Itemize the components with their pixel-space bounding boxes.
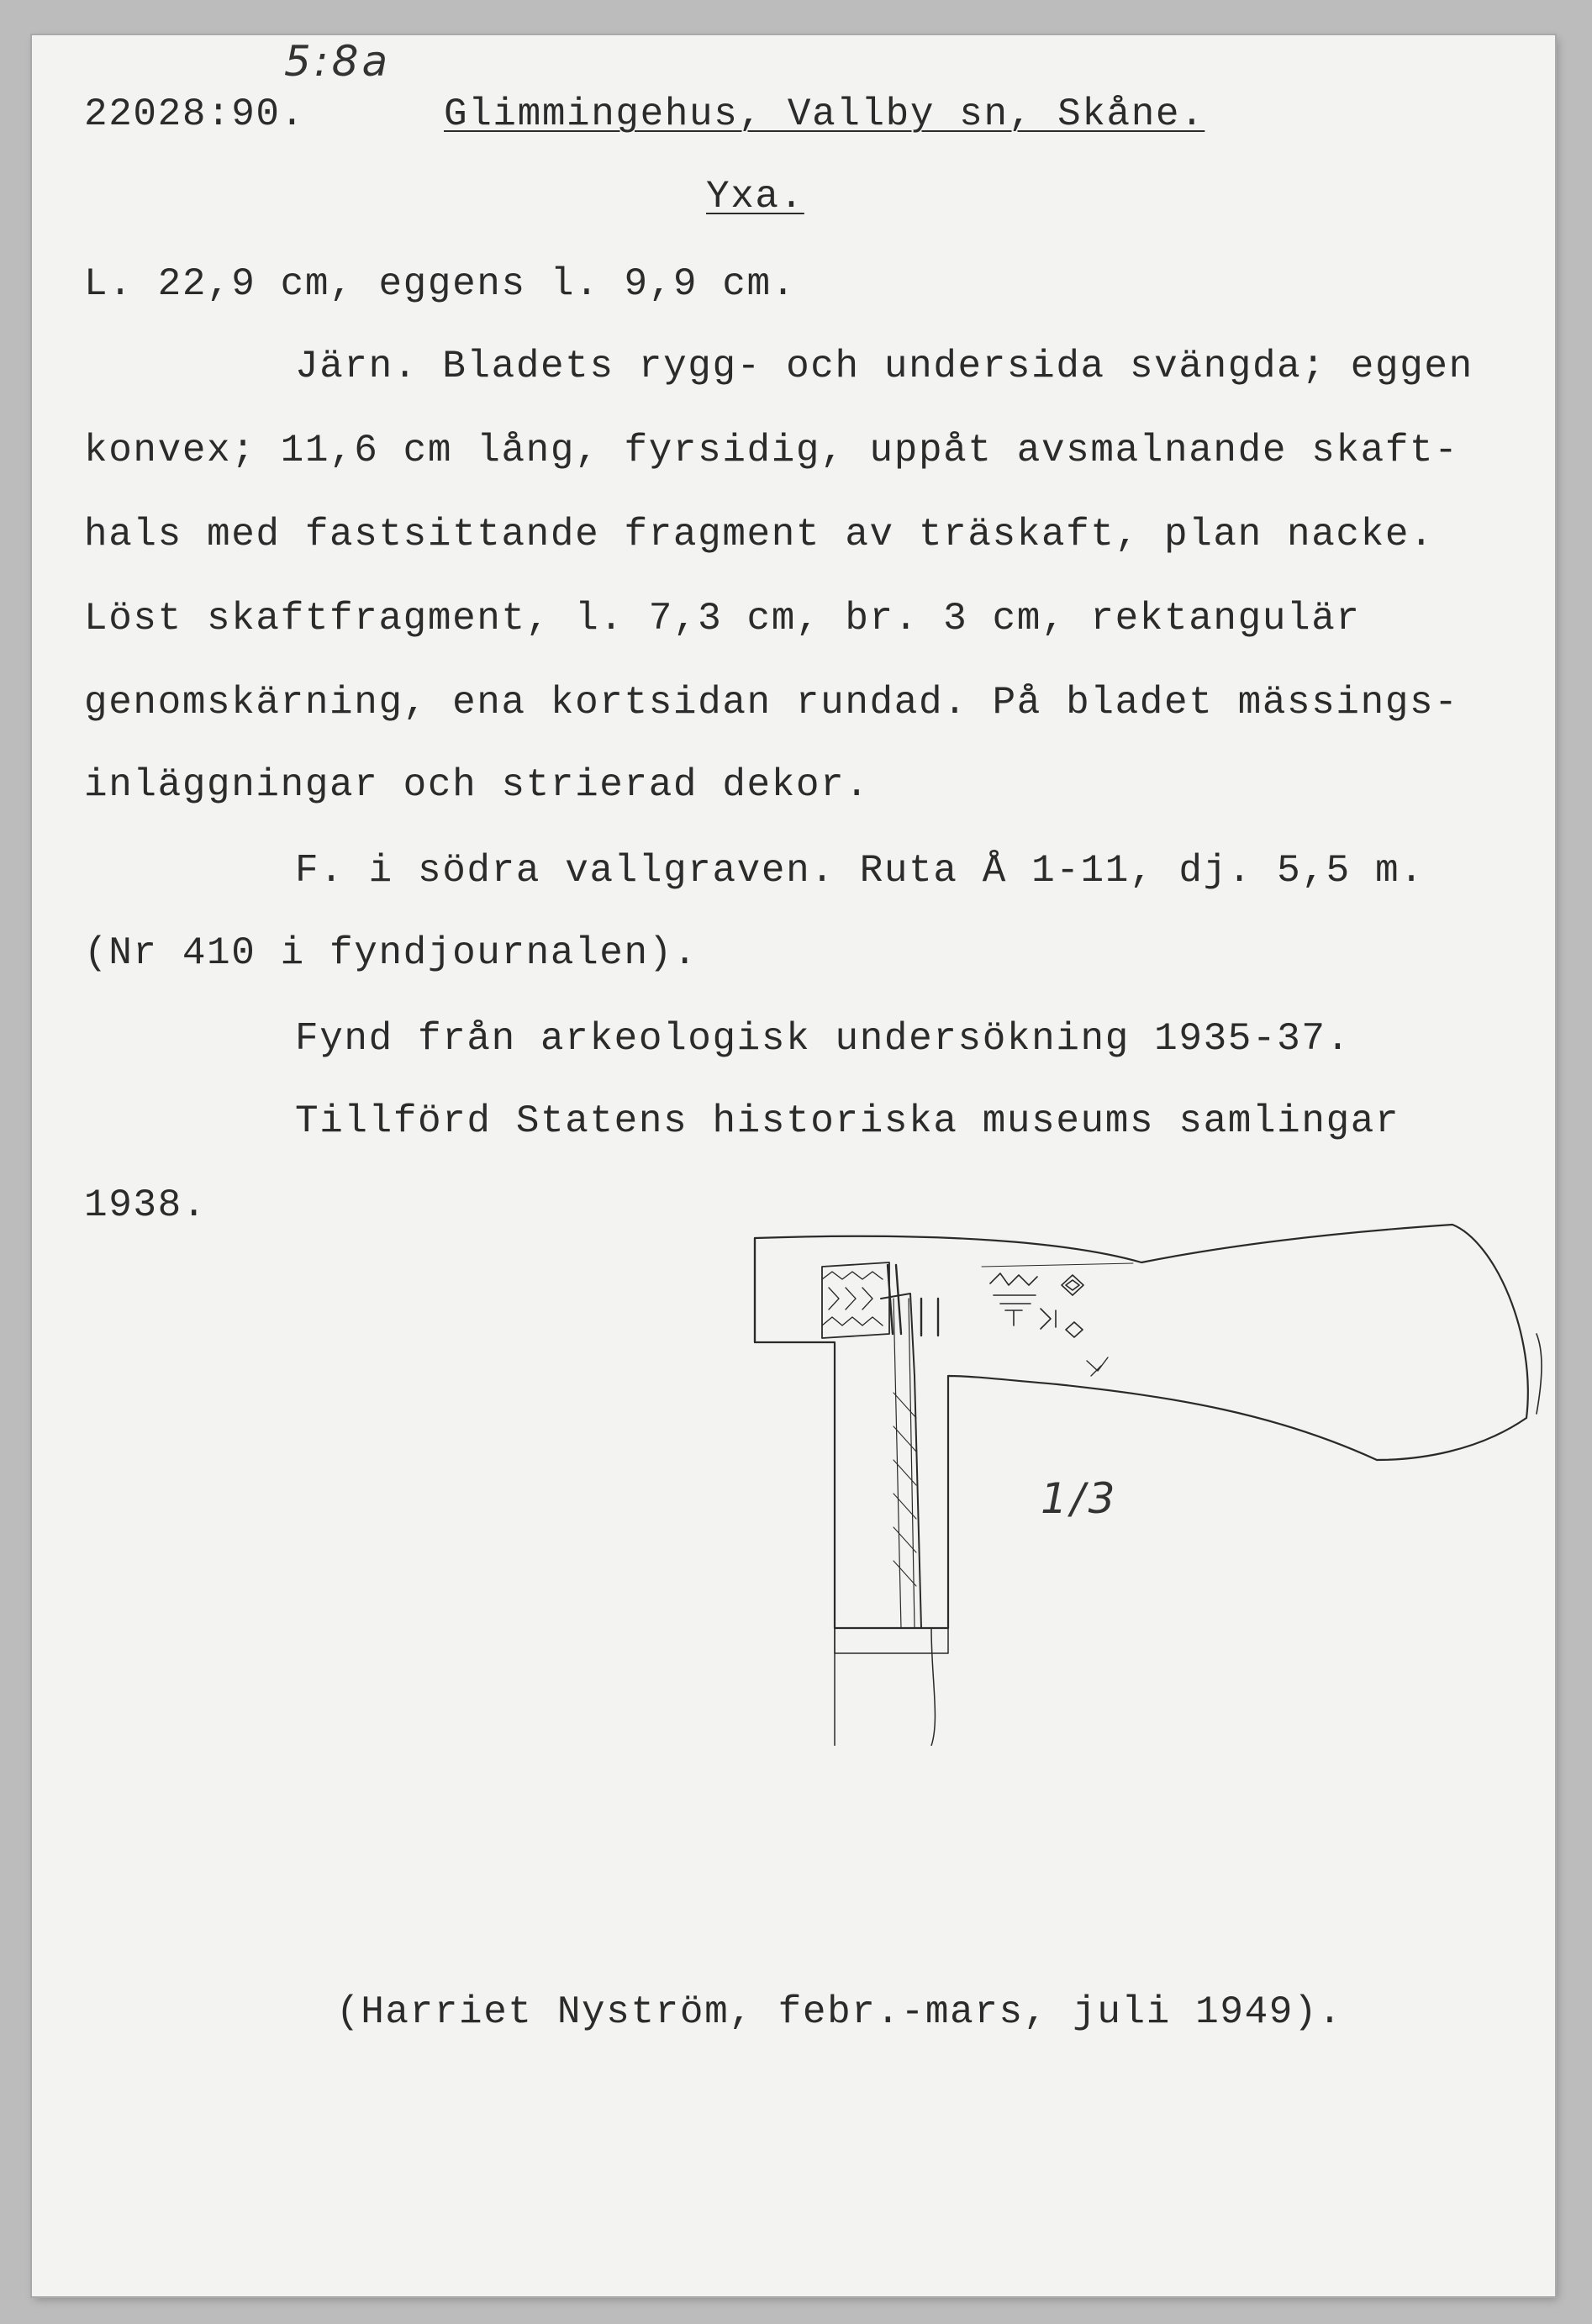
scale-label: 1/3 <box>1041 1474 1119 1523</box>
excavation-line: Fynd från arkeologisk undersökning 1935-37. <box>295 1017 1351 1061</box>
catalog-mark: 5:8a <box>284 37 392 86</box>
measurements-line: L. 22,9 cm, eggens l. 9,9 cm. <box>84 262 796 306</box>
description-line: Järn. Bladets rygg- och undersida svängda; eggen <box>295 345 1473 388</box>
description-line: konvex; 11,6 cm lång, fyrsidig, uppåt avsmalnande skaft- <box>84 429 1459 472</box>
object-title: Yxa. <box>706 175 804 219</box>
inventory-number: 22028:90. <box>84 92 305 136</box>
site-heading: Glimmingehus, Vallby sn, Skåne. <box>444 92 1205 136</box>
description-line: inläggningar och strierad dekor. <box>84 763 870 807</box>
description-line: genomskärning, ena kortsidan rundad. På bladet mässings- <box>84 681 1459 725</box>
description-line: hals med fastsittande fragment av träskaft, plan nacke. <box>84 513 1435 556</box>
findspot-line: (Nr 410 i fyndjournalen). <box>84 931 698 975</box>
acquisition-line: Tillförd Statens historiska museums samlingar <box>295 1099 1400 1143</box>
acquisition-year: 1938. <box>84 1183 208 1227</box>
catalog-card <box>32 35 1555 2296</box>
findspot-line: F. i södra vallgraven. Ruta Å 1-11, dj. 5,5 m. <box>295 849 1425 893</box>
axe-drawing <box>738 1208 1562 1746</box>
author-line: (Harriet Nyström, febr.-mars, juli 1949). <box>336 1990 1343 2034</box>
description-line: Löst skaftfragment, l. 7,3 cm, br. 3 cm, rektangulär <box>84 597 1361 640</box>
